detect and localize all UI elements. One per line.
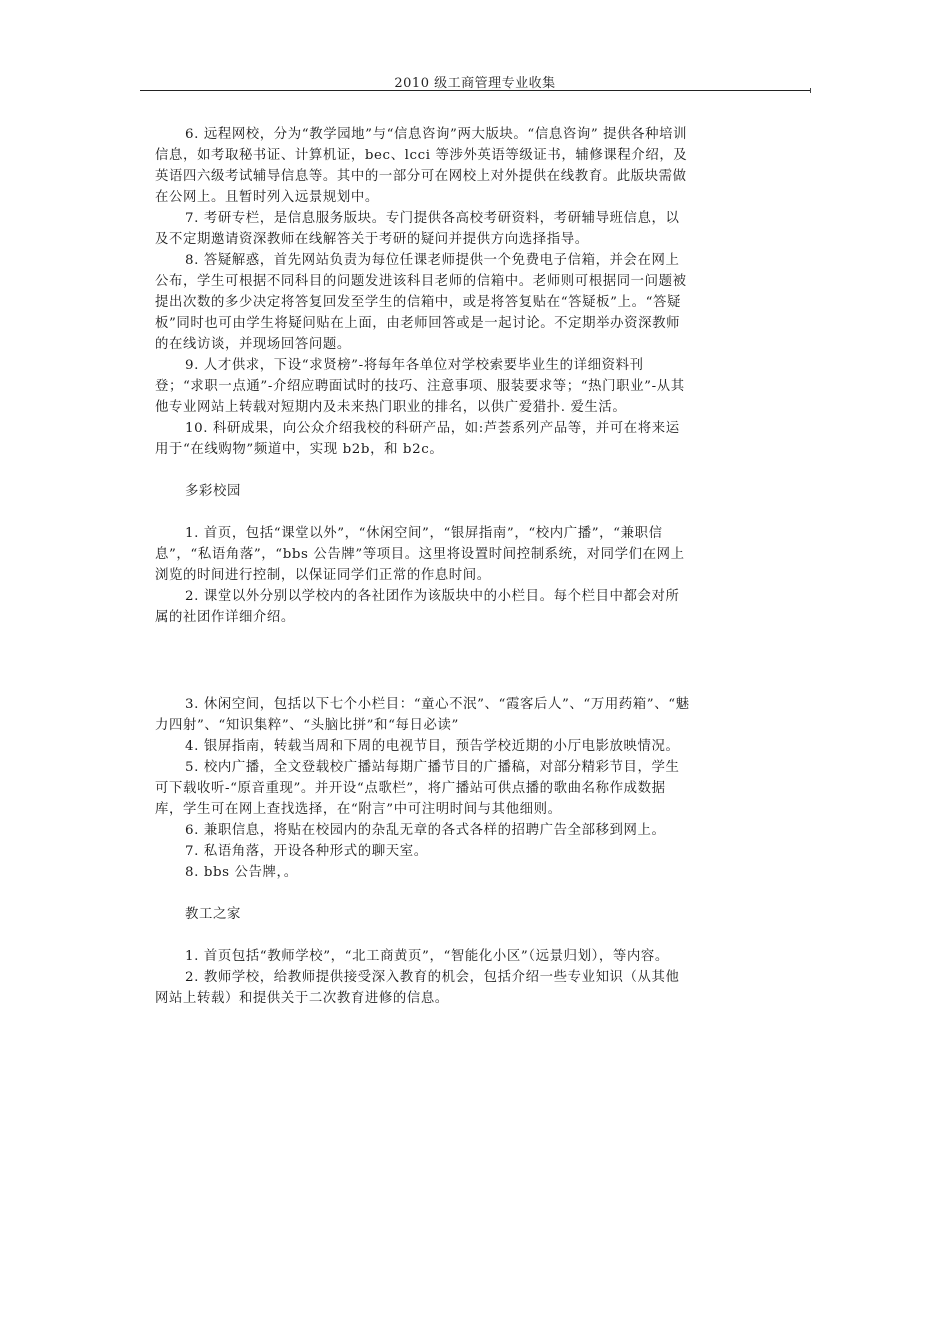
paragraph-remote-school: 6. 远程网校，分为“教学园地”与“信息咨询”两大版块。“信息咨询” 提供各种培训信息，如考取秘书证、计算机证，bec、lcci 等涉外英语等级证书，辅修课程介绍，及英语四六级考试辅导信息等。其中的一部分可在网校上对外提供在线教育。此版块需做在公网上。且暂时列入远景规划中。	[155, 127, 688, 205]
paragraph-research: 10. 科研成果，向公众介绍我校的科研产品，如:芦荟系列产品等，并可在将来运用于“在线购物”频道中，实现 b2b，和 b2c。	[155, 421, 680, 457]
paragraph-qa: 8. 答疑解惑，首先网站负责为每位任课老师提供一个免费电子信箱，并会在网上公布，学生可根据不同科目的问题发进该科目老师的信箱中。老师则可根据同一问题被提出次数的多少决定将答复回发至学生的信箱中，或是将答复贴在“答疑板”上。“答疑板”同时也可由学生将疑问贴在上面，由老师回答或是一起讨论。不定期举办资深教师的在线访谈，并现场回答问题。	[155, 253, 687, 352]
spacer	[155, 502, 690, 523]
paragraph-staff-home: 1. 首页包括“教师学校”，“北工商黄页”，“智能化小区”（远景归划），等内容。	[185, 949, 669, 964]
page-header	[140, 70, 810, 91]
paragraph-tv-guide: 4. 银屏指南，转载当周和下周的电视节目，预告学校近期的小厅电影放映情况。	[185, 739, 680, 754]
paragraph-part-time: 6. 兼职信息，将贴在校园内的杂乱无章的各式各样的招聘广告全部移到网上。	[185, 823, 666, 838]
paragraph-campus-home: 1. 首页，包括“课堂以外”，“休闲空间”，“银屏指南”，“校内广播”，“兼职信息”，“私语角落”，“bbs 公告牌”等项目。这里将设置时间控制系统，对同学们在网上浏览的时间进行控制，以保证同学们正常的作息时间。	[155, 526, 685, 583]
section-title-campus: 多彩校园	[185, 484, 241, 499]
paragraph-chat: 7. 私语角落，开设各种形式的聊天室。	[185, 844, 428, 859]
document-body-upper	[155, 124, 690, 628]
section-title-staff: 教工之家	[185, 907, 241, 922]
paragraph-bbs: 8. bbs 公告牌，。	[185, 865, 298, 880]
spacer	[155, 883, 690, 904]
spacer	[155, 925, 690, 946]
paragraph-leisure: 3. 休闲空间，包括以下七个小栏目：“童心不泯”、“霞客后人”、“万用药箱”、“魅力四射”、“知识集粹”、“头脑比拼”和“每日必读”	[155, 697, 690, 733]
spacer	[155, 460, 690, 481]
paragraph-radio: 5. 校内广播，全文登载校广播站每期广播节目的广播稿，对部分精彩节目，学生可下载收听-“原音重现”。并开设“点歌栏”，将广播站可供点播的歌曲名称作成数据库，学生可在网上查找选择，在“附言”中可注明时间与其他细则。	[155, 760, 680, 817]
header-title: 2010 级工商管理专业收集	[394, 76, 556, 91]
header-rule-tick	[810, 88, 813, 93]
document-body-lower	[155, 694, 690, 1009]
paragraph-graduate-exam: 7. 考研专栏，是信息服务版块。专门提供各高校考研资料，考研辅导班信息，以及不定期邀请资深教师在线解答关于考研的疑问并提供方向选择指导。	[155, 211, 680, 247]
paragraph-campus-clubs: 2. 课堂以外分别以学校内的各社团作为该版块中的小栏目。每个栏目中都会对所属的社团作详细介绍。	[155, 589, 680, 625]
paragraph-talent: 9. 人才供求，下设“求贤榜”-将每年各单位对学校索要毕业生的详细资料刊登；“求职一点通”-介绍应聘面试时的技巧、注意事项、服装要求等；“热门职业”-从其他专业网站上转载对短期内及未来热门职业的排名，以供广爱猎扑. 爱生活。	[155, 358, 685, 415]
paragraph-teacher-school: 2. 教师学校，给教师提供接受深入教育的机会，包括介绍一些专业知识（从其他网站上转载）和提供关于二次教育进修的信息。	[155, 970, 680, 1006]
